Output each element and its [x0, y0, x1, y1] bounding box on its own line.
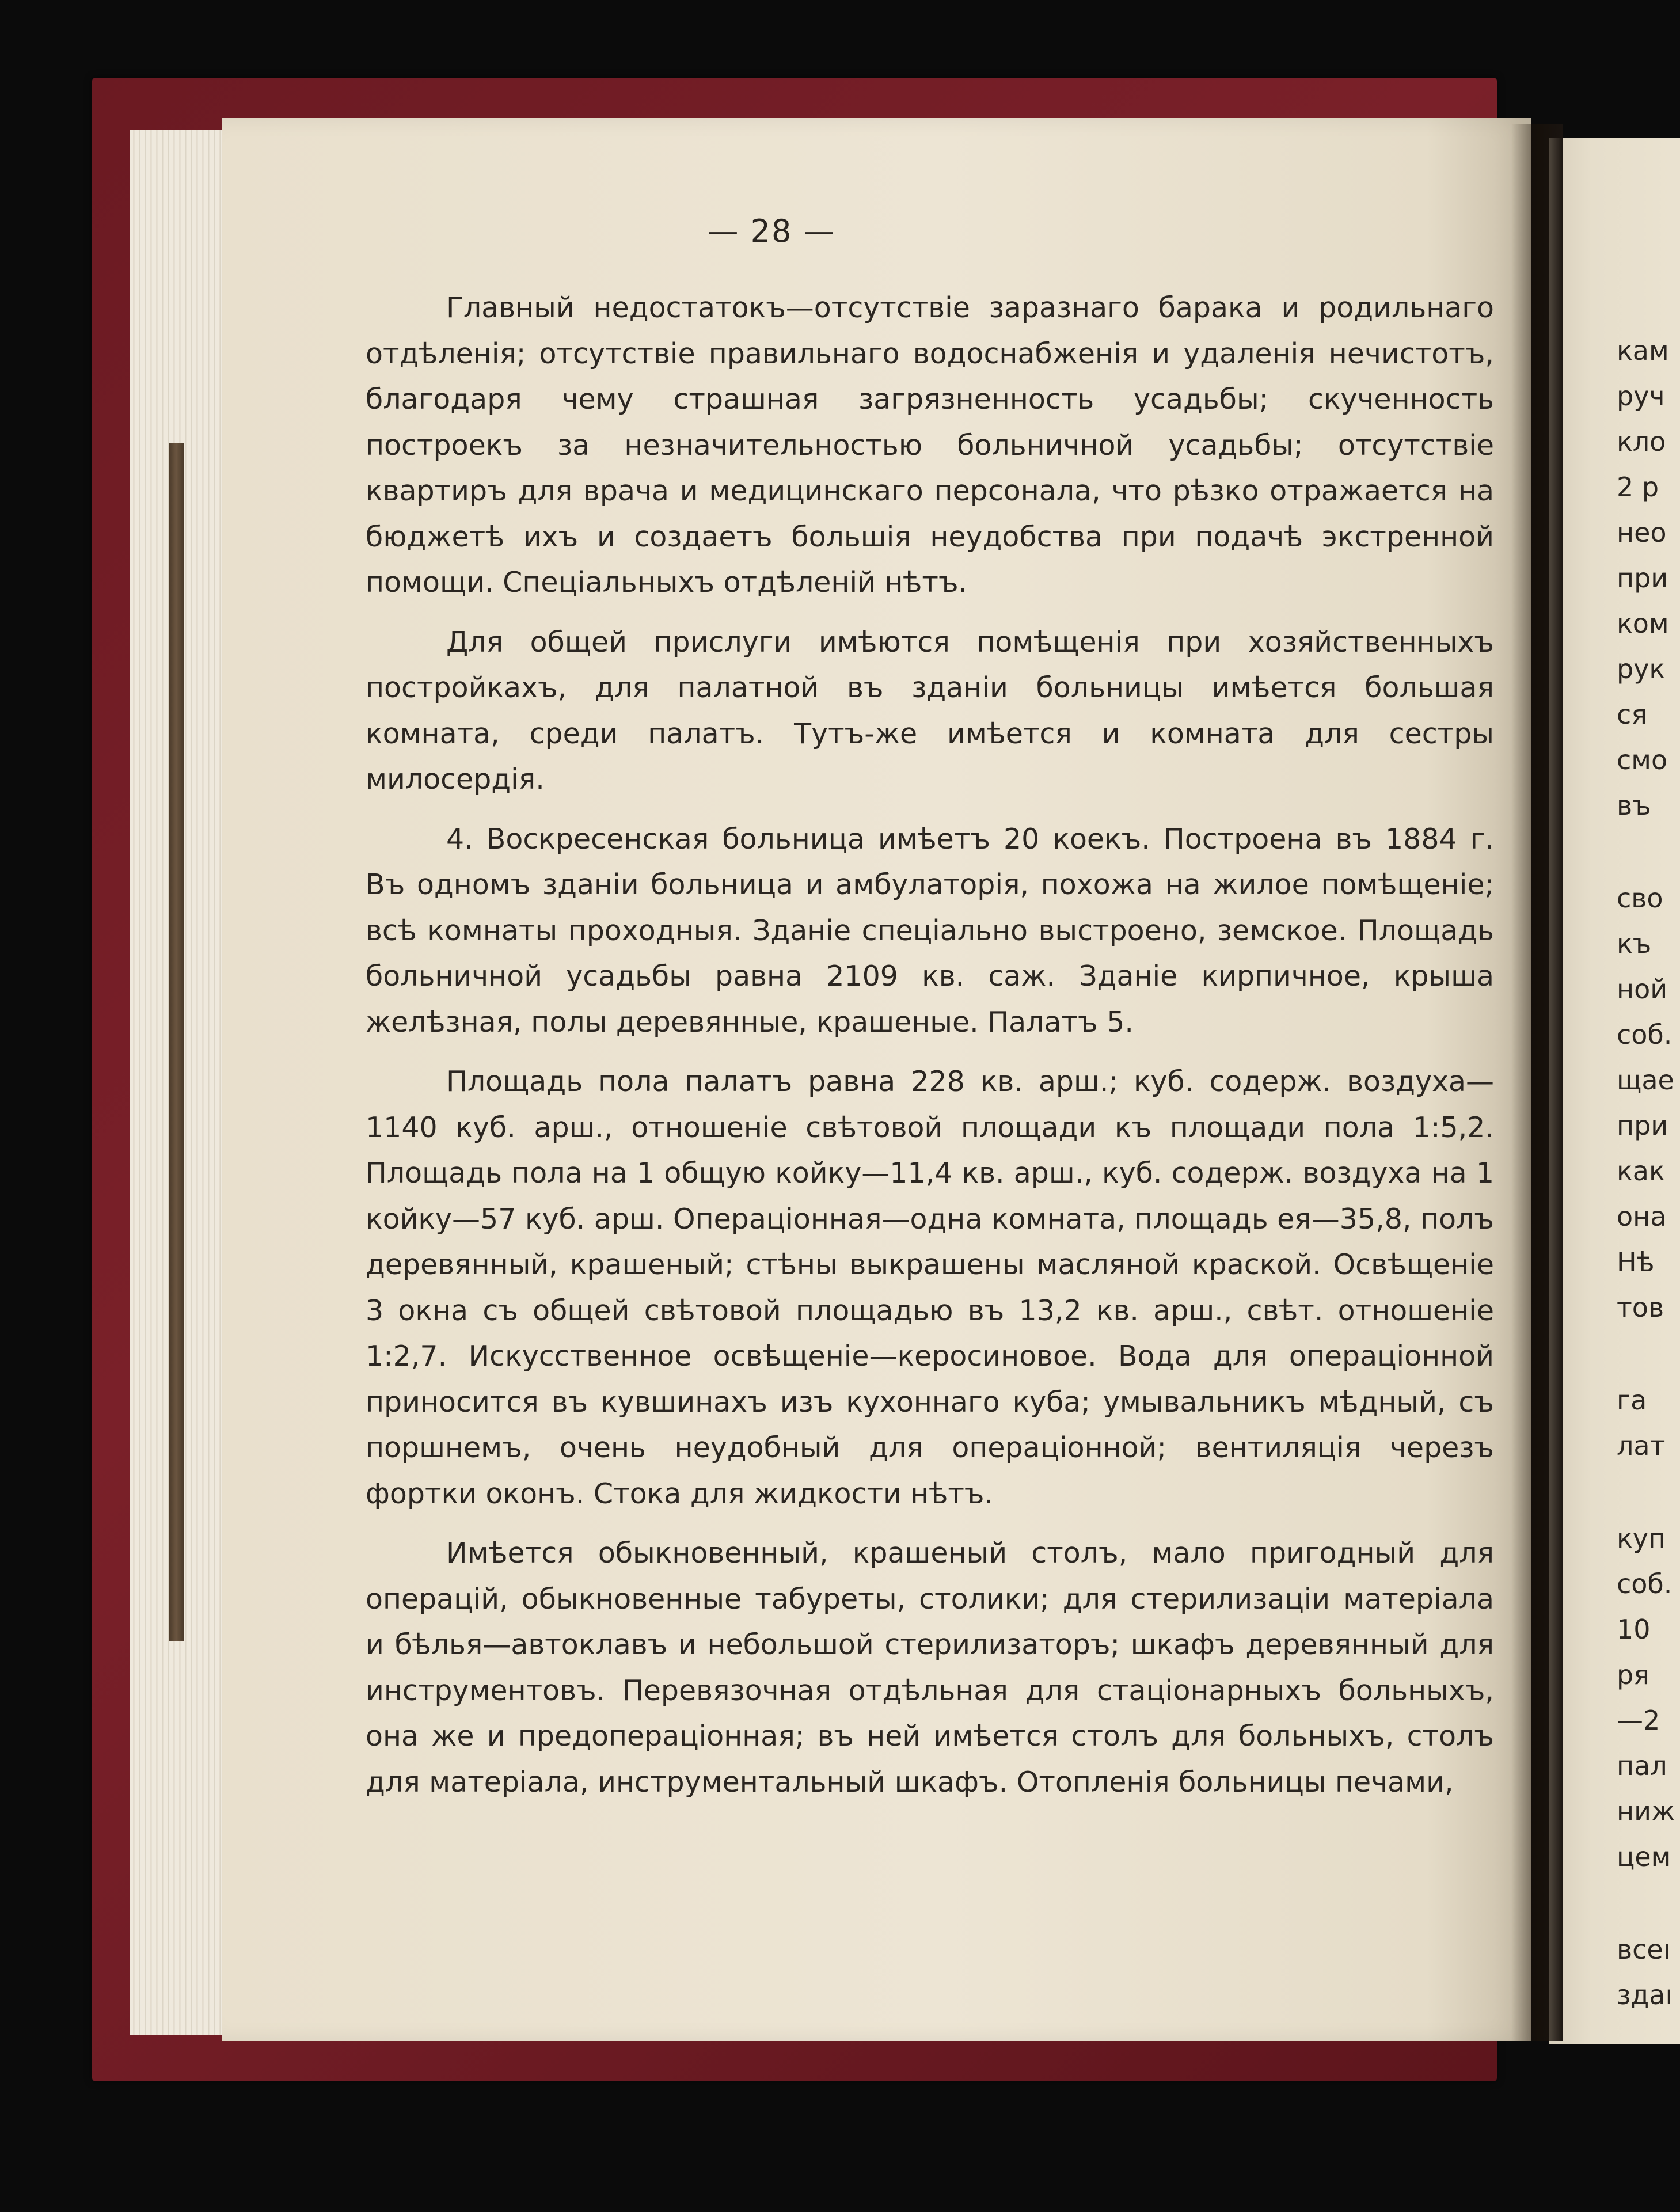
right-page-line-fragment: здаı [1617, 1979, 1673, 2010]
right-page-line-fragment: при [1617, 562, 1668, 594]
right-page-line-fragment: ниж [1617, 1796, 1675, 1827]
right-page-line-fragment: куп [1617, 1523, 1666, 1554]
paragraph: 4. Воскресенская больница имѣетъ 20 коекъ. Построена въ 1884 г. Въ одномъ зданіи больница и амбулаторія, похожа на жилое помѣщеніе; всѣ комнаты проходныя. Зданіе спеціально выстроено, земское. Площадь больничной усадьбы равна 2109 кв. саж. Зданіе кирпичное, крыша желѣзная, полы деревянные, крашеные. Палатъ 5. [366, 822, 1494, 1039]
page-body [366, 285, 1494, 1819]
right-page-line-fragment: сво [1617, 883, 1663, 914]
right-page-line-fragment: щае [1617, 1065, 1674, 1096]
paragraph: Главный недостатокъ—отсутствіе заразнаго барака и родильнаго отдѣленія; отсутствіе правильнаго водоснабженія и удаленія нечистотъ, благодаря чему страшная загрязненность усадьбы; скученность построекъ за незначительностью больничной усадьбы; отсутствіе квартиръ для врача и медицинскаго персонала, что рѣзко отражается на бюджетѣ ихъ и создаетъ большія неудобства при подачѣ экстренной помощи. Спеціальныхъ отдѣленій нѣтъ. [366, 291, 1494, 599]
paragraph-gap [1617, 1469, 1680, 1516]
right-page-line-fragment: смо [1617, 744, 1668, 776]
paragraph: Площадь пола палатъ равна 228 кв. арш.; куб. содерж. воздуха—1140 куб. арш., отношеніе свѣтовой площади къ площади пола 1:5,2. Площадь пола на 1 общую койку—11,4 кв. арш., куб. содерж. воздуха на 1 койку—57 куб. арш. Операціонная—одна комната, площадь ея—35,8, полъ деревянный, крашеный; стѣны выкрашены масляной краской. Освѣщеніе 3 окна съ общей свѣтовой площадью въ 13,2 кв. арш., свѣт. отношеніе 1:2,7. Искусственное освѣщеніе—керосиновое. Вода для операціонной приносится въ кувшинахъ изъ кухоннаго куба; умывальникъ мѣдный, съ поршнемъ, очень неудобный для операціонной; вентиляція черезъ фортки оконъ. Стока для жидкости нѣтъ. [366, 1065, 1494, 1510]
right-page-line-fragment: лат [1617, 1430, 1666, 1461]
right-page-line-fragment: соб. [1617, 1019, 1673, 1050]
paragraph-gap [1617, 1331, 1680, 1378]
right-page-line-fragment: въ [1617, 790, 1651, 821]
right-page-line-fragment: соб. [1617, 1568, 1673, 1599]
paragraph-gap [1617, 1880, 1680, 1927]
bookmark-ribbon [169, 443, 184, 1641]
right-page-line-fragment: нео [1617, 517, 1667, 548]
right-page-line-fragment: ря [1617, 1659, 1649, 1690]
right-page-line-fragment: ной [1617, 974, 1668, 1005]
right-page-line-fragment: ся [1617, 699, 1647, 730]
right-page-line-fragment: при [1617, 1110, 1668, 1141]
right-page-line-fragment: пал [1617, 1750, 1667, 1781]
right-page-line-fragment: 2 р [1617, 472, 1659, 503]
right-page-text-fragments [1617, 328, 1680, 2018]
right-page-line-fragment: руч [1617, 381, 1665, 412]
right-page-line-fragment: всеı [1617, 1934, 1671, 1965]
right-page-line-fragment: цем [1617, 1841, 1671, 1872]
right-page-line-fragment: кам [1617, 335, 1669, 366]
paragraph: Имѣется обыкновенный, крашеный столъ, мало пригодный для операцій, обыкновенные табуреты, столики; для стерилизаціи матеріала и бѣлья—автоклавъ и небольшой стерилизаторъ; шкафъ деревянный для инструментовъ. Перевязочная отдѣльная для стаціонарныхъ больныхъ, она же и предопераціонная; въ ней имѣется столъ для больныхъ, столъ для матеріала, инструментальный шкафъ. Отопленія больницы печами, [366, 1537, 1494, 1799]
page-number: — 28 — [707, 213, 836, 249]
right-page-line-fragment: —2 [1617, 1705, 1660, 1736]
right-page-line-fragment: как [1617, 1156, 1665, 1187]
right-page-line-fragment: рук [1617, 653, 1666, 685]
right-page-line-fragment: ком [1617, 608, 1669, 639]
right-page-line-fragment: къ [1617, 928, 1652, 959]
right-page-line-fragment: 10 [1617, 1614, 1651, 1645]
right-page-line-fragment: она [1617, 1201, 1667, 1232]
paragraph: Для общей прислуги имѣются помѣщенія при хозяйственныхъ постройкахъ, для палатной въ зданіи больницы имѣется большая комната, среди палатъ. Тутъ-же имѣется и комната для сестры милосердія. [366, 625, 1494, 796]
page-gutter [1511, 124, 1563, 2041]
right-page-line-fragment: га [1617, 1385, 1647, 1416]
paragraph-gap [1617, 828, 1680, 876]
right-page-line-fragment: кло [1617, 426, 1666, 457]
right-page-line-fragment: тов [1617, 1292, 1664, 1323]
right-page-line-fragment: Нѣ [1617, 1246, 1655, 1278]
